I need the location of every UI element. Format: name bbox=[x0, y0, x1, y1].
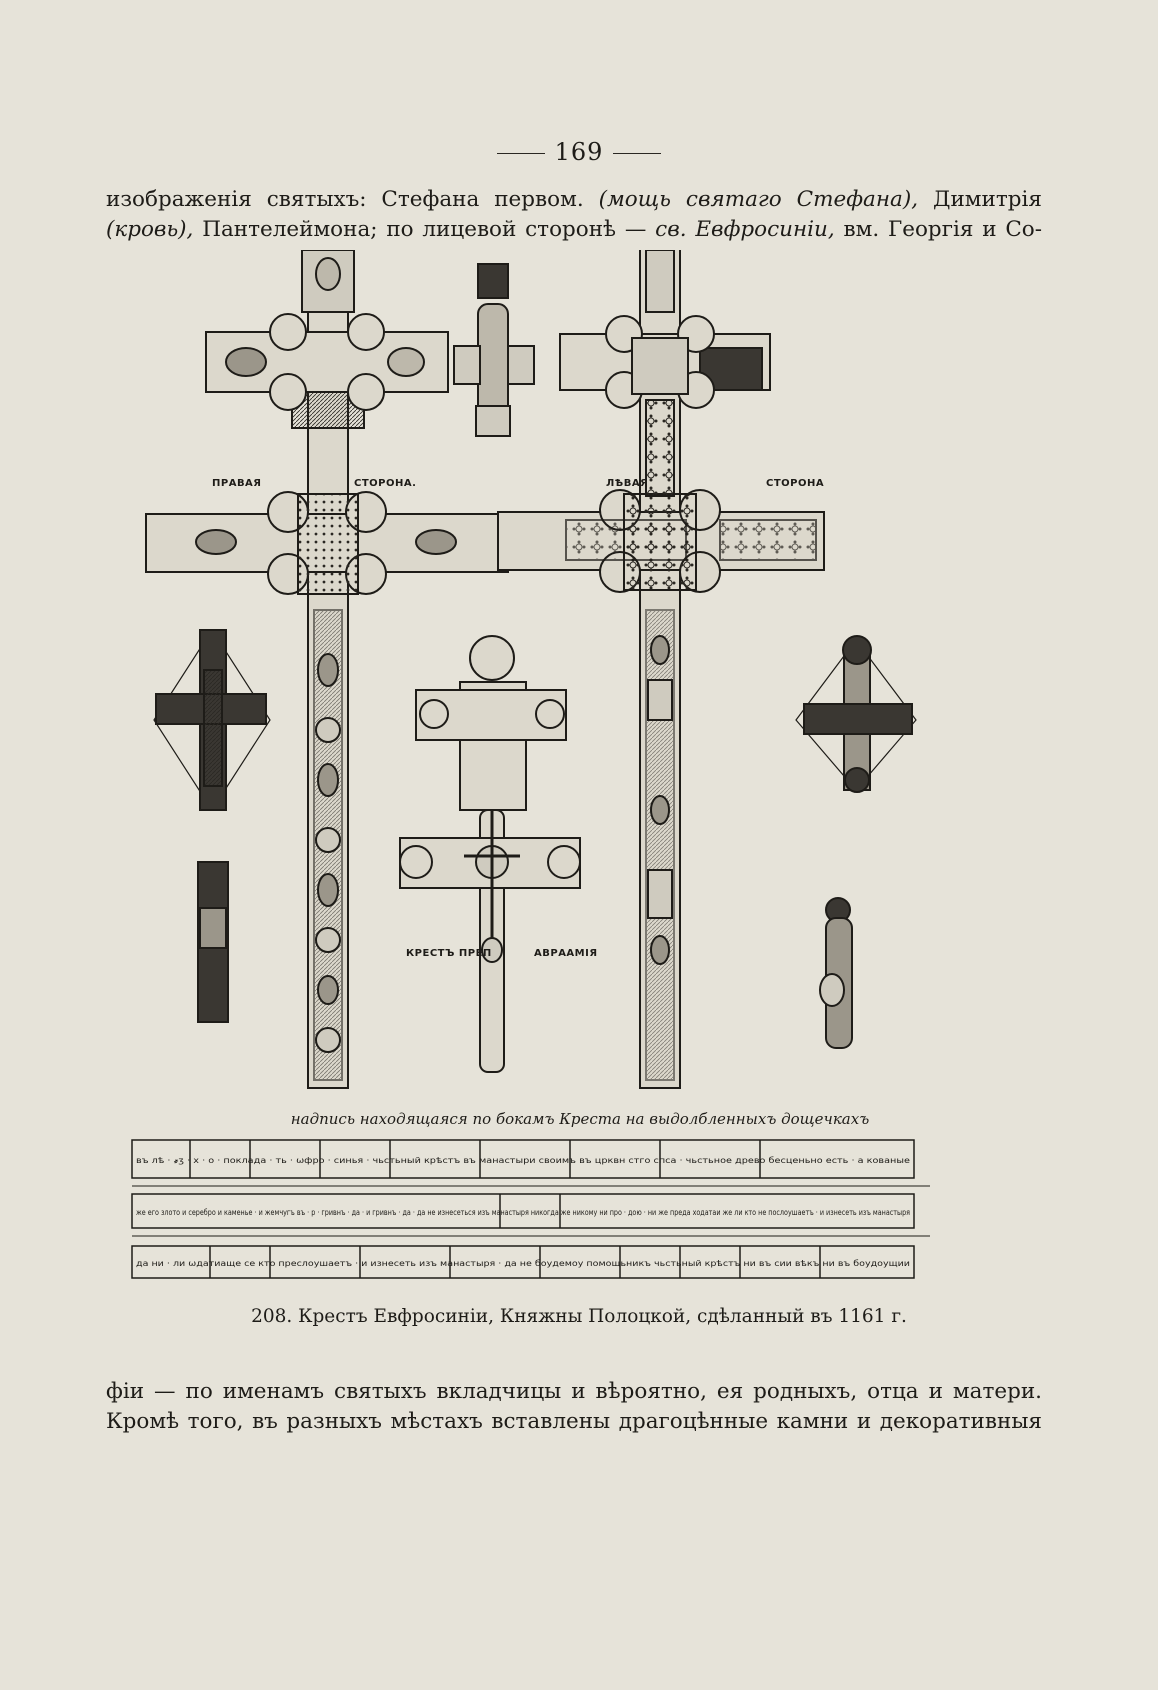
inscription-heading: надпись находящаяся по бокамъ Креста на выдолбленныхъ дощечкахъ bbox=[290, 1110, 870, 1128]
reliquary-top-center bbox=[454, 264, 534, 436]
inscription-row-2: же его злото и серебро и каменье · и жемчугъ въ · р · гривнъ · да · и гривнъ · да · да не изнесеться изъ манастыря никогда же никому ни про · дою · ни же преда ходатаи же ли кто не послоушаетъ · и изнесеть изъ манастыря bbox=[136, 1208, 910, 1217]
label-abraham-2: АВРААМІЯ bbox=[534, 948, 598, 959]
page-number bbox=[0, 138, 1158, 166]
reliquary-right-cross bbox=[796, 636, 916, 792]
body-text-line-1: изображенія святыхъ: Стефана первом. (мощь святаго Стефана), Димитрія bbox=[106, 187, 1042, 212]
label-abraham-1: КРЕСТЪ ПРЕП bbox=[406, 948, 492, 959]
figure-caption: 208. Крестъ Евфросиніи, Княжны Полоцкой, сдѣланный въ 1161 г. bbox=[251, 1306, 907, 1327]
header-rule-right bbox=[613, 153, 661, 154]
body-text-line-4: Кромѣ того, въ разныхъ мѣстахъ вставлены драгоцѣнные камни и декоративныя bbox=[106, 1409, 1042, 1434]
cross-illustration-plate bbox=[120, 250, 1040, 1290]
reliquary-right-capsule bbox=[820, 898, 852, 1048]
inscription-row-3: да ни · ли ѡдатиаще се кто преслоушаетъ · и изнесеть изъ манастыря · да не боудемоу помощьникъ чьстьный крѣстъ ни въ сии вѣкъ ни въ боудоущии bbox=[136, 1259, 911, 1268]
page-number-text: 169 bbox=[554, 138, 604, 166]
cross-abraham bbox=[400, 636, 580, 1072]
label-right-side-2: СТОРОНА. bbox=[354, 478, 417, 489]
label-right-side-1: ПРАВАЯ bbox=[212, 478, 262, 489]
inscription-row-1: въ лѣ · ҂ӡ · х · о · поклада · ть · ѡфро · синья · чьстьный крѣстъ въ манастыри своимъ въ црквн стго спса · чьстьное древо бесценьно есть · а кованые bbox=[136, 1156, 911, 1165]
reliquary-left-capsule bbox=[198, 862, 228, 1022]
cross-left-side bbox=[498, 250, 824, 1088]
header-rule-left bbox=[497, 153, 545, 154]
body-text-line-2: (кровь), Пантелеймона; по лицевой сторонѣ — св. Евфросиніи, вм. Георгія и Со- bbox=[106, 217, 1043, 242]
reliquary-left-cross bbox=[154, 630, 270, 810]
label-left-side-1: ЛѢВАЯ bbox=[606, 478, 649, 489]
body-text-line-3: фіи — по именамъ святыхъ вкладчицы и вѣроятно, ея родныхъ, отца и матери. bbox=[106, 1379, 1042, 1404]
label-left-side-2: СТОРОНА bbox=[766, 478, 825, 489]
